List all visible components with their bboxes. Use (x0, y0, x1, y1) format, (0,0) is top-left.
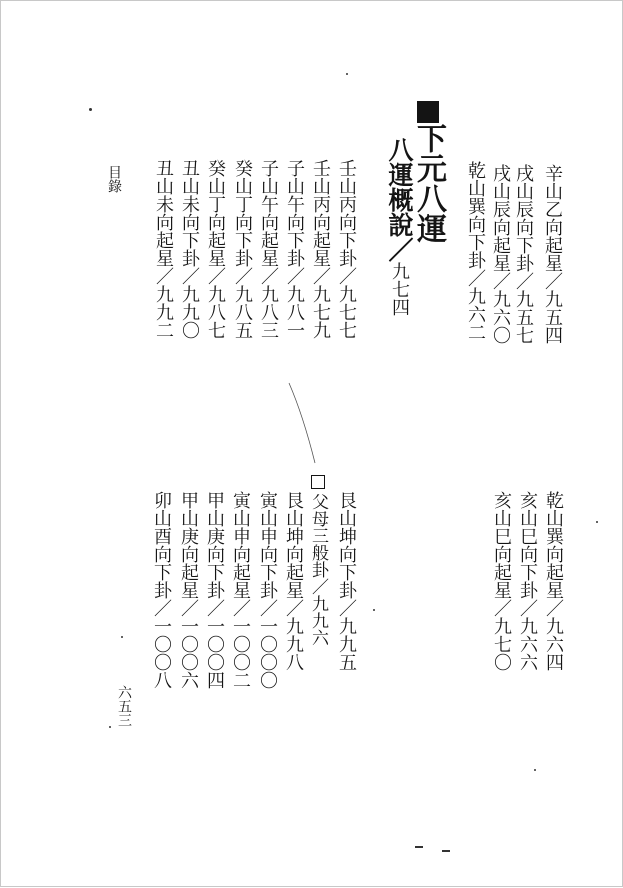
toc-entry-label: 卯山酉向下卦 (151, 491, 172, 599)
toc-entry-page: 一〇〇〇 (257, 617, 278, 689)
separator: ／ (336, 267, 357, 285)
toc-entry-label: 子山午向下卦 (284, 159, 305, 267)
toc-entry-page: 九七四 (389, 262, 410, 316)
toc-entry-label: 丑山未向下卦 (179, 159, 200, 267)
separator: ／ (517, 599, 538, 617)
toc-entry-label: 壬山丙向起星 (310, 159, 331, 267)
toc-entry-label: 癸山丁向下卦 (232, 159, 253, 267)
toc-entry-label: 子山午向起星 (258, 159, 279, 267)
separator: ／ (336, 599, 357, 617)
separator: ／ (178, 599, 199, 617)
separator: ／ (179, 267, 200, 285)
separator: ／ (490, 272, 511, 290)
toc-entry-label: 甲山庚向下卦 (204, 491, 225, 599)
toc-entry-page: 九六六 (517, 617, 538, 671)
toc-entry-label: 寅山申向起星 (230, 491, 251, 599)
scan-speck (346, 73, 348, 75)
scan-scratch-line (1, 1, 623, 888)
separator: ／ (543, 599, 564, 617)
toc-entry-label: 艮山坤向起星 (283, 491, 304, 599)
article-title: 八運概說 (385, 137, 414, 237)
section-title: 下元八運 (411, 123, 446, 243)
separator: ／ (465, 269, 486, 287)
toc-entry-page: 九八七 (205, 285, 226, 339)
toc-entry-page: 九七九 (310, 285, 331, 339)
scan-speck (89, 108, 92, 111)
separator: ／ (310, 267, 331, 285)
separator: ／ (513, 272, 534, 290)
page-number: 六五三 (116, 685, 132, 727)
toc-entry-label: 丑山未向起星 (153, 159, 174, 267)
toc-entry-label: 戌山辰向起星 (490, 164, 511, 272)
separator: ／ (258, 267, 279, 285)
running-head: 目錄 (106, 165, 122, 193)
separator: ／ (232, 267, 253, 285)
toc-entry-label: 戌山辰向下卦 (513, 164, 534, 272)
separator: ／ (151, 599, 172, 617)
toc-entry-label: 父母三般卦 (308, 493, 328, 578)
separator: ／ (205, 267, 226, 285)
toc-entry-page: 九八五 (232, 285, 253, 339)
toc-entry-page: 九九〇 (179, 285, 200, 339)
separator: ／ (284, 267, 305, 285)
toc-entry-page: 九九五 (336, 617, 357, 671)
toc-entry-page: 一〇〇二 (230, 617, 251, 689)
toc-entry-page: 九六二 (465, 287, 486, 341)
toc-entry-page: 一〇〇八 (151, 617, 172, 689)
toc-entry-label: 甲山庚向起星 (178, 491, 199, 599)
toc-entry-page: 九五四 (542, 290, 563, 344)
toc-entry-page: 九六〇 (490, 290, 511, 344)
scan-speck (121, 636, 123, 638)
scan-speck (596, 521, 598, 523)
scan-speck (109, 726, 111, 728)
scan-speck (442, 850, 450, 852)
separator: ／ (204, 599, 225, 617)
toc-entry-page: 九八一 (284, 285, 305, 339)
separator: ／ (491, 599, 512, 617)
separator: ／ (230, 599, 251, 617)
toc-entry-label: 癸山丁向起星 (205, 159, 226, 267)
separator: ／ (308, 578, 328, 595)
separator: ／ (283, 599, 304, 617)
toc-entry-page: 一〇〇六 (178, 617, 199, 689)
toc-entry-page: 九六四 (543, 617, 564, 671)
scan-speck (373, 609, 375, 611)
toc-entry-page: 九九二 (153, 285, 174, 339)
separator: ／ (153, 267, 174, 285)
toc-entry-label: 艮山坤向下卦 (336, 491, 357, 599)
toc-entry-label: 寅山申向下卦 (257, 491, 278, 599)
toc-entry-label: 亥山巳向下卦 (517, 491, 538, 599)
toc-entry-page: 九七七 (336, 285, 357, 339)
toc-entry-page: 九七〇 (491, 617, 512, 671)
separator: ／ (542, 272, 563, 290)
toc-entry-label: 亥山巳向起星 (491, 491, 512, 599)
toc-entry-page: 九五七 (513, 290, 534, 344)
toc-entry-label: 乾山巽向下卦 (465, 161, 486, 269)
scan-speck (415, 846, 423, 848)
toc-entry-label: 乾山巽向起星 (543, 491, 564, 599)
toc-entry-page: 一〇〇四 (204, 617, 225, 689)
toc-entry-page: 九九六 (308, 595, 328, 646)
toc-entry-page: 九九八 (283, 617, 304, 671)
toc-entry-label: 壬山丙向下卦 (336, 159, 357, 267)
separator: ／ (385, 237, 414, 262)
separator: ／ (257, 599, 278, 617)
toc-entry-label: 辛山乙向起星 (542, 164, 563, 272)
toc-entry-page: 九八三 (258, 285, 279, 339)
scan-speck (534, 769, 536, 771)
